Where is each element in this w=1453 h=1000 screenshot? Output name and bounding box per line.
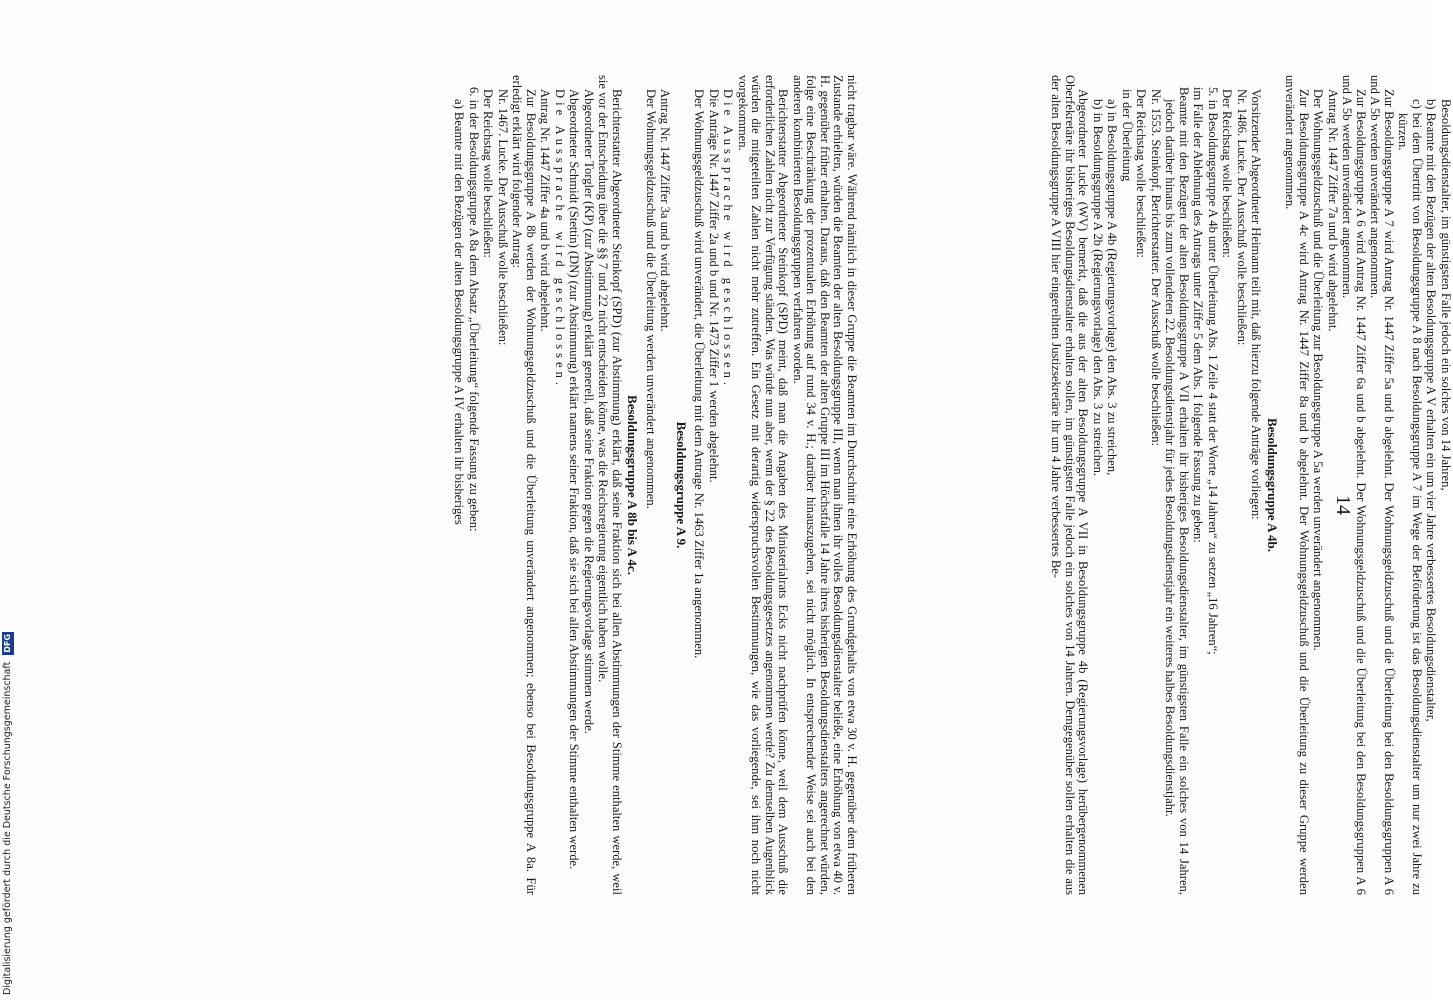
text-column-right — [862, 75, 1452, 895]
paragraph: Nr. 1553. Steinkopf, Berichterstatter. Der Ausschuß wolle beschließen: — [1149, 89, 1163, 447]
paragraph: Antrag Nr. 1447 Ziffer 3a und b wird abgelehnt. — [658, 89, 673, 332]
paragraph: Die Aussprache wird geschlossen. — [553, 89, 567, 390]
paragraph: Nr. 1467. Lucke. Der Ausschuß wolle beschließen: — [496, 89, 510, 346]
list-item: b) Beamte mit den Bezügen der alten Besoldungsgruppe A V erhalten ein um vier Jahre verbessertes Besoldungsdienstalter, — [1424, 99, 1439, 722]
paragraph: Berichterstatter Abgeordneter Steinkopf (SPD) (zur Abstimmung) erklärt, daß seine Fraktion sich bei allen Abstimmungen der Stimme enthalten werde, weil sie vor der Entscheidung über die §§ 7 und 22 nicht entscheiden könne, was die Reichsregierung eigentlich haben wolle. — [596, 75, 624, 895]
paragraph: Zur Besoldungsgruppe A 4c wird Antrag Nr. 1447 Ziffer 8a und b abgelehnt. Der Wohnungsgeldzuschuß und die Überleitung zu dieser Gruppe werden unverändert angenommen. — [1283, 75, 1311, 895]
paragraph: Der Wohnungsgeldzuschuß und die Überleitung zur Besoldungsgruppe A 5a werden unverändert angenommen. — [1311, 89, 1326, 651]
paragraph: Zur Besoldungsgruppe A 6 wird Antrag Nr. 1447 Ziffer 6a und b abgelehnt. Der Wohnungsgeldzuschuß und die Überleitung bei den Besoldungsgruppen A 6 und A 5b werden unverändert angenommen. — [1340, 75, 1368, 895]
section-heading: Besoldungsgruppe A 8b bis A 4c. — [625, 395, 641, 575]
paragraph: Der Wohnungsgeldzuschuß wird unverändert, die Überleitung mit dem Antrage Nr. 1463 Ziffer 1a angenommen. — [692, 89, 707, 659]
paragraph: Der Reichstag wolle beschließen: — [481, 89, 496, 258]
paragraph: Zur Besoldungsgruppe A 8b werden der Wohnungsgeldzuschuß und die Überleitung unverändert angenommen; ebenso bei Besoldungsgruppe A 8a. Für erledigt erklärt wird folgender Antrag: — [510, 75, 538, 895]
paragraph: Vorsitzender Abgeordneter Heimann teilt mit, daß hierzu folgende Anträge vorliegen: — [1249, 89, 1264, 520]
list-item: c) bei dem Übertritt von Besoldungsgruppe A 8 nach Besoldungsgruppe A 7 im Wege der Beförderung ist das Besoldungsdienstalter um nur zwei Jahre zu kürzen. — [1396, 99, 1424, 895]
list-item: Beamte mit den Bezügen der alten Besoldungsgruppe A VII erhalten ihr bisheriges Besoldungsdienstalter, im günstigsten Falle ein solches von 14 Jahren, jedoch darüber hinaus bis zum vollendeten 22. Besoldungsdienstjahr für jedes Besoldungsdienstjahr ein weiteres halbes Besoldungsdienstjahr. — [1163, 87, 1191, 895]
dfg-logo: DFG — [3, 633, 12, 653]
text-column-left — [268, 75, 858, 895]
paragraph: Berichterstatter Abgeordneter Steinkopf (SPD) meint, daß man die Angaben des Ministerialrats Ecks nicht nachprüfen könne, weil dem Ausschuß die erforderlichen Zahlen nicht zur Verfügung ständen. Was würde nun aber, wenn der § 22 des Besoldungsgesetzes angenommen werde? Zu demselben Augenblick würden die mitgeteilten Zahlen nicht mehr zutreffen. Ein Gesetz mit derartig widerspruchsvollen Bestimmungen, wie das vorliegende, sei ihm noch nicht vorgekommen. — [736, 75, 791, 895]
paragraph: Abgeordneter Schmidt (Stettin) (DN) (zur Abstimmung) erklärt namens seiner Fraktion, daß sie sich bei allen Abstimmungen der Stimme enthalten werde. — [567, 89, 582, 870]
paragraph: Zur Besoldungsgruppe A 7 wird Antrag Nr. 1447 Ziffer 5a und b abgelehnt. Der Wohnungsgeldzuschuß und die Überleitung bei den Besoldungsgruppen A 6 und A 5b werden unverändert angenommen. — [1368, 75, 1396, 895]
list-item: a) Beamte mit den Bezügen der alten Besoldungsgruppe A IV erhalten ihr bisheriges — [452, 99, 467, 525]
page-number: 14 — [1332, 495, 1354, 515]
footer-text: Digitalisierung gefördert durch die Deutsche Forschungsgemeinschaft — [2, 661, 13, 995]
list-item: a) in Besoldungsgruppe A 4b (Regierungsvorlage) den Abs. 3 zu streichen, — [1105, 99, 1120, 476]
paragraph: Der Reichstag wolle beschließen: — [1220, 89, 1235, 258]
paragraph: nicht tragbar wäre. Während nämlich in dieser Gruppe die Beamten im Durchschnitt eine Erhöhung des Grundgehalts von etwa 30 v. H. gegenüber dem früheren Zustande erhielten, würden die Beamten der alten Besoldungsgruppe III, wenn man ihnen ihr volles Besoldungsdienstalter beließe, eine Erhöhung von etwa 40 v. H. gegenüber früher erhalten. Daraus, daß den Beamten der alten Gruppe III im Höchstfalle 14 Jahre ihres bisherigen Besoldungsdienstalters angerechnet würden, folge eine Beschränkung der prozentualen Erhöhung auf rund 34 v. H.; darüber hinauszugehen, sei nicht möglich. In entsprechender Weise sei auch bei den anderen kombinierten Besoldungsgruppen verfahren worden. — [791, 75, 859, 895]
section-heading: Besoldungsgruppe A 9. — [674, 421, 689, 549]
paragraph: Nr. 1486. Lucke. Der Ausschuß wolle beschließen: — [1235, 89, 1249, 346]
paragraph: Abgeordneter Torgler (KP) (zur Abstimmung) erklärt generell, daß seine Fraktion gegen die Regierungsvorlage stimmen werde. — [582, 89, 596, 734]
list-item: b) in Besoldungsgruppe A 2b (Regierungsvorlage) den Abs. 3 zu streichen. — [1091, 99, 1105, 477]
list-item: 6. in der Besoldungsgruppe A 8a dem Absatz „Überleitung“ folgende Fassung zu geben: — [467, 87, 481, 532]
paragraph: Der Wohnungsgeldzuschuß und die Überleitung werden unverändert angenommen. — [644, 89, 658, 509]
paragraph: Antrag Nr. 1447 Ziffer 7a und b wird abgelehnt. — [1326, 89, 1340, 332]
digitization-footer — [0, 0, 16, 995]
list-item: 5. in Besoldungsgruppe A 4b unter Überleitung Abs. 1 Zeile 4 statt der Worte „14 Jahren“ zu setzen „16 Jahren“; — [1206, 87, 1220, 655]
paragraph: Der Reichstag wolle beschließen: — [1134, 89, 1149, 258]
list-item: im Falle der Ablehnung des Antrags unter Ziffer 5 dem Abs. 1 folgende Fassung zu geben: — [1191, 87, 1206, 543]
paragraph: Abgeordneter Lucke (WV) bemerkt, daß die aus der alten Besoldungsgruppe A VII in Besoldungsgruppe 4b (Regierungsvorlage) herübergenommenen Oberfekretäre ihr bisheriges Besoldungsdienstalter erhalten sollen, im günstigsten Falle jedoch ein solches von 14 Jahren. Demgegenüber sollen erhalten die aus der alten Besoldungsgruppe A VIII hier eingereihten Justizsekretäre ihr um 4 Jahre verbessertes Be- — [1049, 75, 1091, 895]
section-heading: Besoldungsgruppe A 4b. — [1265, 417, 1280, 553]
paragraph: Die Anträge Nr. 1447 Ziffer 2a und b und Nr. 1473 Ziffer 1 werden abgelehnt. — [707, 89, 721, 483]
list-item: Besoldungsdienstalter, im günstigsten Falle jedoch ein solches von 14 Jahren, — [1439, 99, 1453, 491]
paragraph: Die Aussprache wird geschlossen. — [721, 89, 736, 390]
paragraph: Antrag Nr. 1447 Ziffer 4a und b wird abgelehnt. — [538, 89, 553, 332]
paragraph: in der Überleitung — [1120, 89, 1134, 182]
